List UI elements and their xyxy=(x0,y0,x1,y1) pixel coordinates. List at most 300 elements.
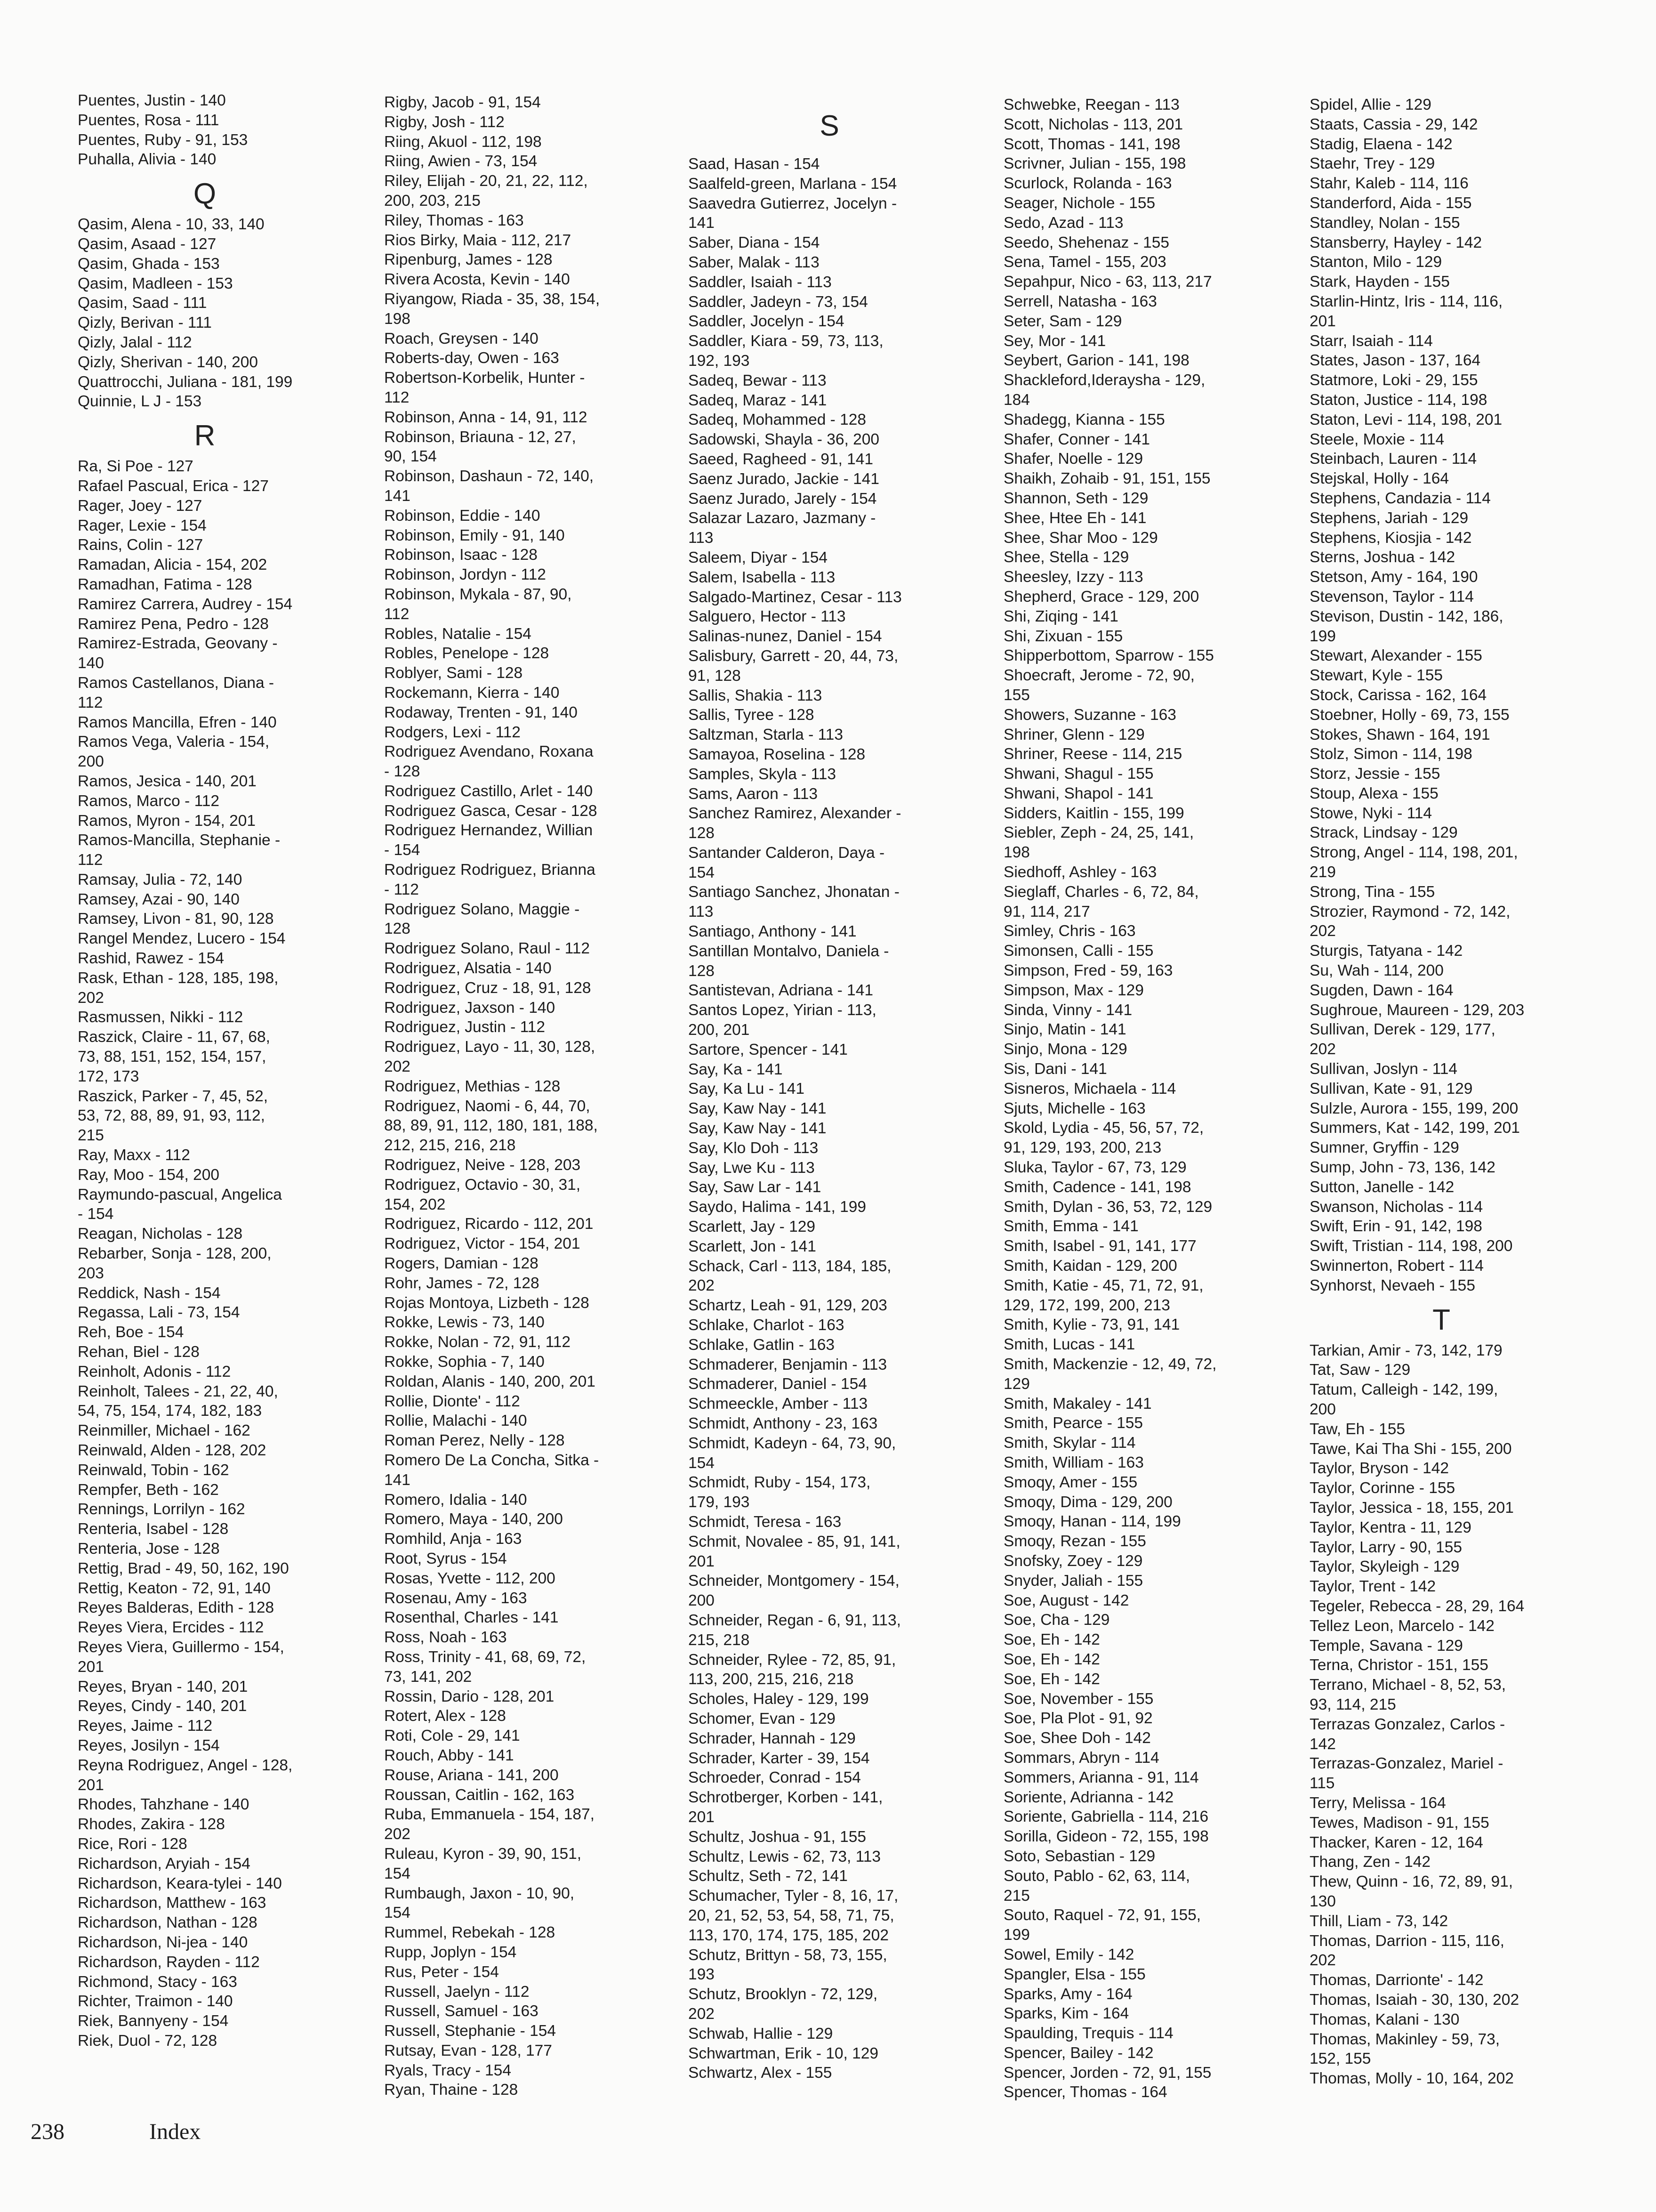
index-entry: Ruba, Emmanuela - 154, 187, xyxy=(384,1806,595,1824)
index-entry: Rokke, Sophia - 7, 140 xyxy=(384,1353,545,1371)
index-entry: Reagan, Nicholas - 128 xyxy=(78,1225,243,1243)
index-entry: 184 xyxy=(1004,391,1030,409)
index-entry: Puhalla, Alivia - 140 xyxy=(78,151,217,169)
index-entry: Smith, Isabel - 91, 141, 177 xyxy=(1004,1237,1197,1255)
index-entry: 142 xyxy=(1310,1735,1336,1753)
index-entry: 53, 72, 88, 89, 91, 93, 112, xyxy=(78,1107,265,1125)
index-entry: Saleem, Diyar - 154 xyxy=(688,549,828,566)
index-entry: Schmeeckle, Amber - 113 xyxy=(688,1395,868,1413)
index-entry: Steele, Moxie - 114 xyxy=(1310,430,1445,448)
index-entry: Sterns, Joshua - 142 xyxy=(1310,549,1455,566)
index-entry: 201 xyxy=(688,1552,715,1570)
index-entry: 219 xyxy=(1310,864,1336,881)
index-entry: Rios Birky, Maia - 112, 217 xyxy=(384,231,571,249)
index-entry: Rouch, Abby - 141 xyxy=(384,1746,514,1764)
index-entry: 152, 155 xyxy=(1310,2050,1371,2068)
index-entry: Santos Lopez, Yirian - 113, xyxy=(688,1001,876,1019)
index-entry: Rodaway, Trenten - 91, 140 xyxy=(384,703,578,721)
index-entry: 201 xyxy=(78,1658,104,1676)
index-entry: 128 xyxy=(688,824,715,842)
index-entry: Regassa, Lali - 73, 154 xyxy=(78,1304,240,1322)
index-entry: Santistevan, Adriana - 141 xyxy=(688,982,873,1000)
index-entry: Shwani, Shagul - 155 xyxy=(1004,765,1154,783)
index-entry: Qizly, Berivan - 111 xyxy=(78,314,212,332)
index-entry: Smith, Mackenzie - 12, 49, 72, xyxy=(1004,1356,1217,1373)
index-entry: Seager, Nichole - 155 xyxy=(1004,194,1156,212)
index-entry: Shoecraft, Jerome - 72, 90, xyxy=(1004,667,1195,685)
index-entry: Strozier, Raymond - 72, 142, xyxy=(1310,903,1511,920)
index-entry: 215 xyxy=(1004,1887,1030,1905)
index-entry: Schmidt, Kadeyn - 64, 73, 90, xyxy=(688,1434,896,1452)
index-entry: Rodriguez Solano, Maggie - xyxy=(384,900,580,918)
index-entry: 200, 201 xyxy=(688,1021,750,1039)
index-entry: Taylor, Larry - 90, 155 xyxy=(1310,1538,1462,1556)
index-entry: 20, 21, 52, 53, 54, 58, 71, 75, xyxy=(688,1906,894,1924)
index-entry: Simley, Chris - 163 xyxy=(1004,922,1136,940)
index-entry: Thomas, Kalani - 130 xyxy=(1310,2010,1460,2028)
index-entry: Root, Syrus - 154 xyxy=(384,1550,507,1567)
index-entry: Rehan, Biel - 128 xyxy=(78,1343,200,1361)
index-entry: Romero, Maya - 140, 200 xyxy=(384,1510,563,1528)
index-entry: Rettig, Brad - 49, 50, 162, 190 xyxy=(78,1559,289,1577)
index-entry: Smith, Kylie - 73, 91, 141 xyxy=(1004,1316,1180,1334)
index-entry: Reinmiller, Michael - 162 xyxy=(78,1422,250,1440)
index-entry: Soe, Eh - 142 xyxy=(1004,1670,1100,1688)
index-entry: Sanchez Ramirez, Alexander - xyxy=(688,805,901,823)
index-entry: Saenz Jurado, Jarely - 154 xyxy=(688,490,877,508)
index-entry: Stansberry, Hayley - 142 xyxy=(1310,234,1482,251)
index-entry: 202 xyxy=(688,2005,715,2023)
index-entry: Shadegg, Kianna - 155 xyxy=(1004,411,1165,428)
index-entry: Soe, Pla Plot - 91, 92 xyxy=(1004,1710,1153,1728)
section-title: Index xyxy=(149,2119,201,2144)
index-entry: Sjuts, Michelle - 163 xyxy=(1004,1099,1146,1117)
index-entry: 88, 89, 91, 112, 180, 181, 188, xyxy=(384,1117,598,1135)
index-entry: Sepahpur, Nico - 63, 113, 217 xyxy=(1004,273,1212,291)
index-entry: Sedo, Azad - 113 xyxy=(1004,214,1124,232)
index-entry: Seter, Sam - 129 xyxy=(1004,312,1122,330)
index-entry: Riyangow, Riada - 35, 38, 154, xyxy=(384,290,600,308)
index-entry: 112 xyxy=(78,694,103,711)
index-entry: Stolz, Simon - 114, 198 xyxy=(1310,745,1472,763)
index-entry: Rodriguez, Octavio - 30, 31, xyxy=(384,1176,581,1194)
index-entry: Roach, Greysen - 140 xyxy=(384,330,539,347)
index-entry: Terrano, Michael - 8, 52, 53, xyxy=(1310,1676,1506,1694)
index-entry: Roti, Cole - 29, 141 xyxy=(384,1727,520,1745)
index-entry: 128 xyxy=(384,920,410,938)
index-entry: 113 xyxy=(688,529,714,547)
index-entry: Reinwald, Alden - 128, 202 xyxy=(78,1442,266,1459)
index-entry: Starr, Isaiah - 114 xyxy=(1310,332,1433,350)
index-entry: Ray, Moo - 154, 200 xyxy=(78,1166,220,1184)
index-entry: 91, 128 xyxy=(688,667,741,685)
index-entry: Ramos, Myron - 154, 201 xyxy=(78,812,256,830)
index-entry: Qasim, Ghada - 153 xyxy=(78,255,220,273)
index-entry: 154 xyxy=(688,864,715,881)
index-entry: Staats, Cassia - 29, 142 xyxy=(1310,115,1478,133)
index-entry: Smith, Makaley - 141 xyxy=(1004,1395,1152,1413)
index-entry: Soe, Cha - 129 xyxy=(1004,1611,1110,1629)
index-entry: 113, 170, 174, 175, 185, 202 xyxy=(688,1926,889,1944)
index-entry: Ramos Mancilla, Efren - 140 xyxy=(78,713,277,731)
index-entry: 90, 154 xyxy=(384,448,437,466)
index-entry: Reyna Rodriguez, Angel - 128, xyxy=(78,1756,293,1774)
index-entry: Spidel, Allie - 129 xyxy=(1310,96,1431,113)
index-entry: Reyes Viera, Guillermo - 154, xyxy=(78,1638,284,1656)
index-entry: Thomas, Darrion - 115, 116, xyxy=(1310,1932,1504,1950)
index-entry: Ramos, Jesica - 140, 201 xyxy=(78,772,257,790)
index-entry: Samples, Skyla - 113 xyxy=(688,765,836,783)
index-entry: Showers, Suzanne - 163 xyxy=(1004,706,1176,724)
index-entry: Sughroue, Maureen - 129, 203 xyxy=(1310,1001,1525,1019)
index-entry: Sumner, Gryffin - 129 xyxy=(1310,1139,1459,1157)
index-entry: Thew, Quinn - 16, 72, 89, 91, xyxy=(1310,1873,1513,1891)
index-entry: Rodriguez, Justin - 112 xyxy=(384,1018,546,1036)
index-entry: Rodriguez, Jaxson - 140 xyxy=(384,999,555,1017)
index-entry: Smith, Lucas - 141 xyxy=(1004,1336,1135,1354)
index-entry: Rodgers, Lexi - 112 xyxy=(384,723,521,741)
index-entry: Rivera Acosta, Kevin - 140 xyxy=(384,271,570,289)
page-number: 238 xyxy=(31,2119,64,2144)
index-entry: Say, Ka Lu - 141 xyxy=(688,1080,805,1098)
index-entry: Romero, Idalia - 140 xyxy=(384,1491,527,1509)
index-entry: Salgado-Martinez, Cesar - 113 xyxy=(688,588,902,606)
index-entry: Rager, Lexie - 154 xyxy=(78,517,207,534)
index-entry: Terrazas Gonzalez, Carlos - xyxy=(1310,1715,1505,1733)
index-entry: Thacker, Karen - 12, 164 xyxy=(1310,1833,1483,1851)
index-entry: Strack, Lindsay - 129 xyxy=(1310,824,1458,842)
index-entry: Rokke, Nolan - 72, 91, 112 xyxy=(384,1333,571,1351)
index-entry: Sallis, Tyree - 128 xyxy=(688,706,814,724)
index-entry: Qasim, Madleen - 153 xyxy=(78,274,233,292)
index-entry: Robinson, Anna - 14, 91, 112 xyxy=(384,408,587,426)
index-entry: Rodriguez, Ricardo - 112, 201 xyxy=(384,1215,594,1233)
index-entry: 129 xyxy=(1004,1375,1030,1393)
index-entry: Say, Kaw Nay - 141 xyxy=(688,1100,827,1118)
index-entry: Quinnie, L J - 153 xyxy=(78,393,202,411)
index-entry: Sowel, Emily - 142 xyxy=(1004,1946,1134,1963)
index-entry: Santiago, Anthony - 141 xyxy=(688,923,857,941)
index-entry: Qasim, Saad - 111 xyxy=(78,294,207,312)
index-entry: 172, 173 xyxy=(78,1067,139,1085)
index-entry: Tatum, Calleigh - 142, 199, xyxy=(1310,1381,1498,1399)
index-entry: Seedo, Shehenaz - 155 xyxy=(1004,234,1170,251)
index-entry: Saydo, Halima - 141, 199 xyxy=(688,1198,867,1216)
index-entry: Rodriguez Castillo, Arlet - 140 xyxy=(384,782,593,800)
index-entry: Rohr, James - 72, 128 xyxy=(384,1274,539,1292)
index-entry: Saddler, Jadeyn - 73, 154 xyxy=(688,293,868,311)
index-entry: Roman Perez, Nelly - 128 xyxy=(384,1432,565,1450)
index-entry: Sullivan, Derek - 129, 177, xyxy=(1310,1021,1495,1039)
index-entry: Taylor, Kentra - 11, 129 xyxy=(1310,1518,1471,1536)
index-entry: Russell, Samuel - 163 xyxy=(384,2002,539,2020)
index-entry: Smith, Pearce - 155 xyxy=(1004,1414,1143,1432)
index-entry: Roberts-day, Owen - 163 xyxy=(384,349,559,367)
index-entry: Roblyer, Sami - 128 xyxy=(384,664,523,682)
index-entry: Rafael Pascual, Erica - 127 xyxy=(78,477,269,495)
index-entry: Shackleford,Ideraysha - 129, xyxy=(1004,371,1206,389)
index-entry: Thomas, Molly - 10, 164, 202 xyxy=(1310,2070,1514,2088)
index-entry: Qizly, Sherivan - 140, 200 xyxy=(78,353,258,371)
index-entry: Scurlock, Rolanda - 163 xyxy=(1004,175,1172,193)
index-entry: Sugden, Dawn - 164 xyxy=(1310,981,1454,999)
index-entry: Say, Klo Doh - 113 xyxy=(688,1139,819,1157)
index-entry: Smith, William - 163 xyxy=(1004,1453,1144,1471)
index-entry: Salguero, Hector - 113 xyxy=(688,608,846,626)
index-entry: Salisbury, Garrett - 20, 44, 73, xyxy=(688,647,899,665)
index-entry: Shee, Htee Eh - 141 xyxy=(1004,509,1147,527)
index-entry: 202 xyxy=(384,1825,410,1843)
index-entry: Richardson, Aryiah - 154 xyxy=(78,1855,250,1873)
index-entry: Sadeq, Mohammed - 128 xyxy=(688,411,867,429)
index-entry: Roussan, Caitlin - 162, 163 xyxy=(384,1786,575,1804)
index-entry: Schmaderer, Benjamin - 113 xyxy=(688,1356,887,1373)
index-entry: Samayoa, Roselina - 128 xyxy=(688,745,866,763)
index-entry: 201 xyxy=(1310,312,1336,330)
index-entry: Rodriguez, Layo - 11, 30, 128, xyxy=(384,1038,595,1056)
index-entry: Taylor, Skyleigh - 129 xyxy=(1310,1558,1460,1576)
index-entry: Schwartman, Erik - 10, 129 xyxy=(688,2044,879,2062)
index-entry: Stowe, Nyki - 114 xyxy=(1310,804,1432,822)
index-entry: Sinjo, Matin - 141 xyxy=(1004,1021,1126,1039)
index-entry: 128 xyxy=(688,962,715,980)
index-entry: Rummel, Rebekah - 128 xyxy=(384,1924,555,1942)
index-entry: Santillan Montalvo, Daniela - xyxy=(688,942,889,960)
index-entry: Robinson, Eddie - 140 xyxy=(384,507,540,525)
index-entry: Sams, Aaron - 113 xyxy=(688,785,818,803)
index-entry: Puentes, Justin - 140 xyxy=(78,92,226,109)
index-entry: Ramadhan, Fatima - 128 xyxy=(78,575,252,593)
index-entry: Terrazas-Gonzalez, Mariel - xyxy=(1310,1755,1503,1773)
index-entry: Rodriguez Hernandez, Willian xyxy=(384,822,593,840)
index-entry: Schack, Carl - 113, 184, 185, xyxy=(688,1257,892,1275)
index-entry: Shafer, Noelle - 129 xyxy=(1004,450,1143,468)
section-letter-heading: S xyxy=(820,110,839,142)
index-entry: Richardson, Matthew - 163 xyxy=(78,1894,266,1912)
index-entry: Robles, Natalie - 154 xyxy=(384,625,531,643)
index-entry: Rigby, Josh - 112 xyxy=(384,113,505,131)
index-entry: Shafer, Conner - 141 xyxy=(1004,430,1150,448)
index-entry: Puentes, Rosa - 111 xyxy=(78,111,219,129)
index-entry: Schneider, Regan - 6, 91, 113, xyxy=(688,1611,901,1629)
index-entry: Smoqy, Dima - 129, 200 xyxy=(1004,1493,1173,1511)
index-entry: 179, 193 xyxy=(688,1494,750,1511)
index-entry: Shee, Stella - 129 xyxy=(1004,549,1129,566)
index-entry: Rigby, Jacob - 91, 154 xyxy=(384,94,541,111)
index-entry: Sorilla, Gideon - 72, 155, 198 xyxy=(1004,1828,1209,1846)
index-entry: 198 xyxy=(1004,844,1030,862)
index-entry: Statmore, Loki - 29, 155 xyxy=(1310,371,1478,389)
index-entry: Shriner, Glenn - 129 xyxy=(1004,726,1145,743)
index-entry: Summers, Kat - 142, 199, 201 xyxy=(1310,1119,1520,1137)
index-entry: Scott, Nicholas - 113, 201 xyxy=(1004,115,1183,133)
index-entry: 112 xyxy=(384,605,410,623)
index-entry: 54, 75, 154, 174, 182, 183 xyxy=(78,1402,262,1420)
index-entry: Sinjo, Mona - 129 xyxy=(1004,1041,1127,1058)
index-entry: Renteria, Jose - 128 xyxy=(78,1540,220,1558)
index-entry: Shannon, Seth - 129 xyxy=(1004,489,1149,507)
index-entry: Stark, Hayden - 155 xyxy=(1310,273,1450,291)
index-entry: 202 xyxy=(1310,922,1336,940)
index-entry: Skold, Lydia - 45, 56, 57, 72, xyxy=(1004,1119,1204,1137)
index-entry: Romero De La Concha, Sitka - xyxy=(384,1451,599,1469)
index-entry: Standley, Nolan - 155 xyxy=(1310,214,1460,232)
index-entry: - 154 xyxy=(384,841,420,859)
index-entry: Schartz, Leah - 91, 129, 203 xyxy=(688,1297,887,1315)
index-entry: Reyes Balderas, Edith - 128 xyxy=(78,1599,274,1617)
index-entry: Saenz Jurado, Jackie - 141 xyxy=(688,470,879,488)
index-entry: Sturgis, Tatyana - 142 xyxy=(1310,942,1463,960)
index-entry: Rask, Ethan - 128, 185, 198, xyxy=(78,969,279,987)
index-entry: Snofsky, Zoey - 129 xyxy=(1004,1552,1143,1570)
index-entry: Smith, Cadence - 141, 198 xyxy=(1004,1178,1191,1196)
index-entry: 202 xyxy=(1310,1952,1336,1970)
index-entry: Schwartz, Alex - 155 xyxy=(688,2064,832,2082)
index-entry: Taylor, Bryson - 142 xyxy=(1310,1460,1449,1477)
index-entry: Rains, Colin - 127 xyxy=(78,536,203,554)
index-entry: Scott, Thomas - 141, 198 xyxy=(1004,135,1181,153)
index-entry: Staton, Levi - 114, 198, 201 xyxy=(1310,411,1503,428)
index-entry: Swift, Tristian - 114, 198, 200 xyxy=(1310,1237,1513,1255)
index-entry: Taylor, Trent - 142 xyxy=(1310,1578,1436,1596)
index-entry: Stahr, Kaleb - 114, 116 xyxy=(1310,175,1469,193)
index-entry: Rettig, Keaton - 72, 91, 140 xyxy=(78,1579,271,1597)
index-entry: Sieglaff, Charles - 6, 72, 84, xyxy=(1004,883,1199,901)
index-entry: Thang, Zen - 142 xyxy=(1310,1853,1431,1871)
index-column-4 xyxy=(1004,95,1267,2102)
index-entry: Raymundo-pascual, Angelica xyxy=(78,1186,282,1203)
index-entry: Saber, Malak - 113 xyxy=(688,253,820,271)
index-entry: Tarkian, Amir - 73, 142, 179 xyxy=(1310,1341,1503,1359)
index-entry: Schomer, Evan - 129 xyxy=(688,1710,836,1728)
index-entry: Saeed, Ragheed - 91, 141 xyxy=(688,450,874,468)
index-entry: 140 xyxy=(78,654,104,672)
index-entry: Tat, Saw - 129 xyxy=(1310,1361,1411,1379)
index-entry: Sartore, Spencer - 141 xyxy=(688,1041,848,1058)
index-entry: 201 xyxy=(688,1808,715,1826)
index-entry: Spencer, Jorden - 72, 91, 155 xyxy=(1004,2064,1212,2082)
index-entry: Smith, Katie - 45, 71, 72, 91, xyxy=(1004,1276,1204,1294)
index-entry: Sutton, Janelle - 142 xyxy=(1310,1178,1455,1196)
index-entry: Tellez Leon, Marcelo - 142 xyxy=(1310,1617,1495,1635)
index-entry: Sulzle, Aurora - 155, 199, 200 xyxy=(1310,1099,1519,1117)
index-entry: Tawe, Kai Tha Shi - 155, 200 xyxy=(1310,1440,1512,1458)
index-column-3 xyxy=(688,108,971,2083)
index-entry: 154 xyxy=(384,1904,410,1922)
index-entry: Rebarber, Sonja - 128, 200, xyxy=(78,1245,272,1263)
index-entry: Stevenson, Taylor - 114 xyxy=(1310,588,1474,605)
index-entry: Thill, Liam - 73, 142 xyxy=(1310,1912,1448,1930)
index-entry: Rennings, Lorrilyn - 162 xyxy=(78,1501,245,1518)
index-entry: Soe, August - 142 xyxy=(1004,1591,1129,1609)
index-entry: Saber, Diana - 154 xyxy=(688,234,820,252)
index-column-2 xyxy=(384,93,648,2100)
index-entry: Siebler, Zeph - 24, 25, 141, xyxy=(1004,824,1194,842)
index-entry: Sommers, Arianna - 91, 114 xyxy=(1004,1768,1199,1786)
index-entry: Smith, Dylan - 36, 53, 72, 129 xyxy=(1004,1198,1213,1216)
index-entry: Robinson, Mykala - 87, 90, xyxy=(384,585,572,603)
index-entry: Ryals, Tracy - 154 xyxy=(384,2061,511,2079)
index-entry: Roldan, Alanis - 140, 200, 201 xyxy=(384,1372,595,1390)
index-entry: Thomas, Isaiah - 30, 130, 202 xyxy=(1310,1991,1519,2009)
index-entry: 202 xyxy=(78,989,104,1007)
index-entry: Russell, Stephanie - 154 xyxy=(384,2022,556,2040)
index-entry: Schrader, Karter - 39, 154 xyxy=(688,1749,870,1767)
index-entry: Shi, Ziqing - 141 xyxy=(1004,607,1118,625)
index-entry: 112 xyxy=(384,388,410,406)
index-entry: Staton, Justice - 114, 198 xyxy=(1310,391,1487,409)
index-entry: Sparks, Kim - 164 xyxy=(1004,2005,1129,2023)
index-entry: Simonsen, Calli - 155 xyxy=(1004,942,1154,960)
index-entry: Schmidt, Ruby - 154, 173, xyxy=(688,1474,871,1492)
index-entry: Rogers, Damian - 128 xyxy=(384,1255,539,1273)
index-entry: 200 xyxy=(78,753,104,771)
index-entry: Spangler, Elsa - 155 xyxy=(1004,1965,1146,1983)
section-letter-heading: Q xyxy=(193,178,217,210)
index-entry: Smith, Kaidan - 129, 200 xyxy=(1004,1257,1177,1275)
index-entry: Rosenau, Amy - 163 xyxy=(384,1589,527,1607)
index-entry: Ruleau, Kyron - 39, 90, 151, xyxy=(384,1845,582,1863)
index-entry: Shepherd, Grace - 129, 200 xyxy=(1004,588,1199,605)
index-entry: 113 xyxy=(688,903,714,921)
index-entry: 73, 141, 202 xyxy=(384,1668,472,1686)
index-entry: Souto, Pablo - 62, 63, 114, xyxy=(1004,1867,1190,1885)
index-entry: 200 xyxy=(688,1592,715,1610)
index-entry: Qasim, Asaad - 127 xyxy=(78,235,217,253)
index-entry: Saddler, Kiara - 59, 73, 113, xyxy=(688,332,884,350)
index-entry: Richardson, Nathan - 128 xyxy=(78,1914,257,1932)
index-entry: Riley, Thomas - 163 xyxy=(384,211,524,229)
index-entry: Stewart, Kyle - 155 xyxy=(1310,667,1443,685)
index-entry: Sadeq, Bewar - 113 xyxy=(688,371,827,389)
index-entry: Simpson, Max - 129 xyxy=(1004,981,1144,999)
index-entry: Smoqy, Rezan - 155 xyxy=(1004,1533,1146,1550)
index-entry: Schmidt, Teresa - 163 xyxy=(688,1513,842,1531)
index-entry: Rosenthal, Charles - 141 xyxy=(384,1609,559,1627)
index-entry: 201 xyxy=(78,1776,104,1794)
index-column-5 xyxy=(1310,95,1573,2089)
index-entry: Taylor, Corinne - 155 xyxy=(1310,1479,1455,1497)
index-entry: Say, Lwe Ku - 113 xyxy=(688,1159,815,1177)
index-entry: Spencer, Thomas - 164 xyxy=(1004,2083,1167,2101)
index-entry: Strong, Tina - 155 xyxy=(1310,883,1435,901)
index-entry: Puentes, Ruby - 91, 153 xyxy=(78,131,248,149)
index-entry: 202 xyxy=(384,1058,410,1076)
index-entry: Smith, Skylar - 114 xyxy=(1004,1434,1136,1452)
index-entry: Richter, Traimon - 140 xyxy=(78,1993,233,2010)
index-entry: Robinson, Dashaun - 72, 140, xyxy=(384,468,594,485)
index-entry: Scarlett, Jay - 129 xyxy=(688,1218,815,1236)
index-entry: Sey, Mor - 141 xyxy=(1004,332,1106,350)
index-entry: Temple, Savana - 129 xyxy=(1310,1637,1463,1655)
index-entry: 113, 200, 215, 216, 218 xyxy=(688,1671,854,1688)
index-entry: Salinas-nunez, Daniel - 154 xyxy=(688,628,882,646)
index-entry: Tewes, Madison - 91, 155 xyxy=(1310,1814,1489,1832)
index-entry: Schutz, Brooklyn - 72, 129, xyxy=(688,1986,878,2003)
index-entry: 73, 88, 151, 152, 154, 157, xyxy=(78,1048,266,1066)
index-entry: Strong, Angel - 114, 198, 201, xyxy=(1310,844,1518,862)
section-letter-heading: T xyxy=(1432,1303,1450,1336)
index-entry: Raszick, Parker - 7, 45, 52, xyxy=(78,1087,268,1105)
index-entry: Reyes Viera, Ercides - 112 xyxy=(78,1619,264,1637)
index-entry: Simpson, Fred - 59, 163 xyxy=(1004,962,1173,980)
index-entry: Schutz, Brittyn - 58, 73, 155, xyxy=(688,1946,887,1964)
index-entry: Riing, Awien - 73, 154 xyxy=(384,153,538,170)
index-entry: Schultz, Joshua - 91, 155 xyxy=(688,1828,867,1846)
index-entry: 199 xyxy=(1310,627,1336,645)
index-entry: Smith, Emma - 141 xyxy=(1004,1218,1139,1235)
index-entry: 202 xyxy=(1310,1041,1336,1058)
